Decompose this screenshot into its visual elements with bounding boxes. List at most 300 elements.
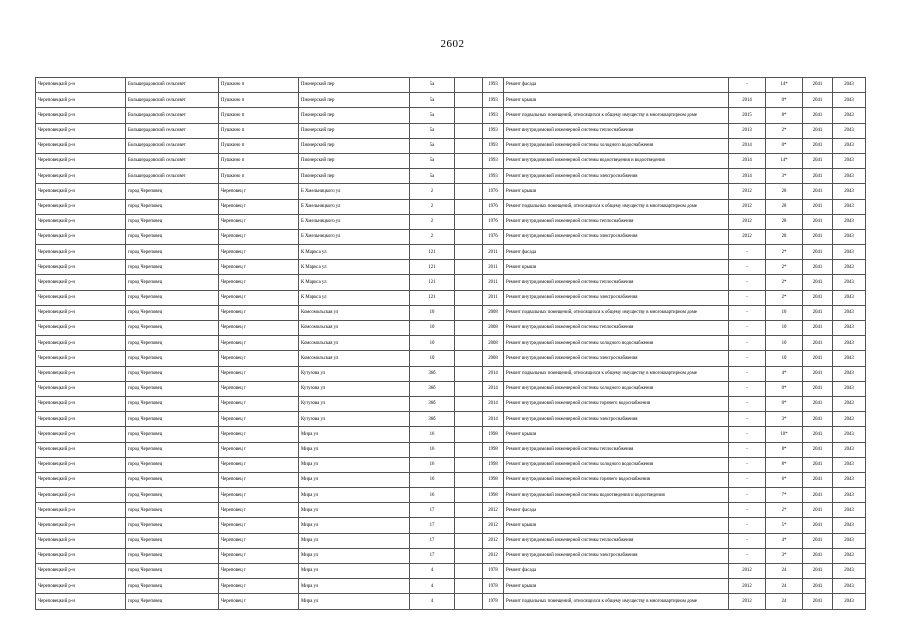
- start-year-cell: 2041: [803, 366, 833, 381]
- district-cell: Череповецкий р-н: [36, 245, 126, 260]
- district-cell: Череповецкий р-н: [36, 396, 126, 411]
- district-cell: Череповецкий р-н: [36, 594, 126, 609]
- wear-cell: 28: [766, 184, 803, 199]
- house-cell: 17: [410, 548, 455, 563]
- year-cell: 1993: [483, 138, 504, 153]
- table-row: [36, 442, 866, 457]
- year-cell: 1976: [483, 184, 504, 199]
- work-type-cell: Ремонт внутридомовой инженерной системы электроснабжения: [504, 351, 729, 366]
- start-year-cell: 2041: [803, 564, 833, 579]
- wear-cell: 2*: [766, 123, 803, 138]
- street-cell: К Маркса ул: [299, 245, 410, 260]
- last-repair-cell: -: [729, 321, 766, 336]
- end-year-cell: 2043: [833, 396, 866, 411]
- work-type-cell: Ремонт подвальных помещений, относящихся к общему имуществу в многоквартирном доме: [504, 366, 729, 381]
- end-year-cell: 2043: [833, 427, 866, 442]
- year-cell: 2011: [483, 275, 504, 290]
- start-year-cell: 2041: [803, 275, 833, 290]
- district-cell: Череповецкий р-н: [36, 138, 126, 153]
- wear-cell: 8*: [766, 457, 803, 472]
- end-year-cell: 2043: [833, 78, 866, 93]
- municipality-cell: город Череповец: [126, 305, 219, 320]
- settlement-cell: Череповец г: [219, 366, 299, 381]
- end-year-cell: 2043: [833, 290, 866, 305]
- wear-cell: 4*: [766, 366, 803, 381]
- street-cell: К Маркса ул: [299, 290, 410, 305]
- work-type-cell: Ремонт внутридомовой инженерной системы теплоснабжения: [504, 123, 729, 138]
- municipality-cell: город Череповец: [126, 594, 219, 609]
- last-repair-cell: -: [729, 518, 766, 533]
- last-repair-cell: 2012: [729, 214, 766, 229]
- start-year-cell: 2041: [803, 321, 833, 336]
- wear-cell: 3*: [766, 548, 803, 563]
- last-repair-cell: 2012: [729, 594, 766, 609]
- district-cell: Череповецкий р-н: [36, 108, 126, 123]
- last-repair-cell: 2012: [729, 199, 766, 214]
- table-row: [36, 366, 866, 381]
- settlement-cell: Череповец г: [219, 472, 299, 487]
- street-cell: Кутузова ул: [299, 396, 410, 411]
- wear-cell: 28: [766, 229, 803, 244]
- year-cell: 2012: [483, 533, 504, 548]
- start-year-cell: 2041: [803, 488, 833, 503]
- work-type-cell: Ремонт внутридомовой инженерной системы горячего водоснабжения: [504, 472, 729, 487]
- street-cell: Пионерский пер: [299, 123, 410, 138]
- year-cell: 1978: [483, 594, 504, 609]
- table-row: [36, 229, 866, 244]
- last-repair-cell: 2014: [729, 169, 766, 184]
- end-year-cell: 2043: [833, 184, 866, 199]
- district-cell: Череповецкий р-н: [36, 214, 126, 229]
- end-year-cell: 2043: [833, 305, 866, 320]
- year-cell: 1976: [483, 199, 504, 214]
- building-cell: [455, 396, 483, 411]
- start-year-cell: 2041: [803, 442, 833, 457]
- building-cell: [455, 321, 483, 336]
- wear-cell: 24: [766, 564, 803, 579]
- house-cell: 10: [410, 336, 455, 351]
- house-cell: 5а: [410, 169, 455, 184]
- year-cell: 2008: [483, 351, 504, 366]
- street-cell: К Маркса ул: [299, 260, 410, 275]
- table-row: [36, 214, 866, 229]
- district-cell: Череповецкий р-н: [36, 366, 126, 381]
- building-cell: [455, 153, 483, 168]
- building-cell: [455, 503, 483, 518]
- settlement-cell: Череповец г: [219, 564, 299, 579]
- start-year-cell: 2041: [803, 169, 833, 184]
- wear-cell: 10: [766, 351, 803, 366]
- year-cell: 1976: [483, 229, 504, 244]
- municipality-cell: город Череповец: [126, 275, 219, 290]
- building-cell: [455, 214, 483, 229]
- start-year-cell: 2041: [803, 199, 833, 214]
- table-row: [36, 503, 866, 518]
- last-repair-cell: -: [729, 336, 766, 351]
- street-cell: Мира ул: [299, 427, 410, 442]
- building-cell: [455, 78, 483, 93]
- building-cell: [455, 412, 483, 427]
- house-cell: 17: [410, 518, 455, 533]
- work-type-cell: Ремонт крыши: [504, 579, 729, 594]
- year-cell: 2014: [483, 412, 504, 427]
- street-cell: Мира ул: [299, 533, 410, 548]
- last-repair-cell: -: [729, 457, 766, 472]
- last-repair-cell: -: [729, 351, 766, 366]
- settlement-cell: Пушкино п: [219, 108, 299, 123]
- last-repair-cell: -: [729, 275, 766, 290]
- building-cell: [455, 336, 483, 351]
- municipality-cell: город Череповец: [126, 442, 219, 457]
- street-cell: Кутузова ул: [299, 412, 410, 427]
- district-cell: Череповецкий р-н: [36, 305, 126, 320]
- year-cell: 1998: [483, 472, 504, 487]
- building-cell: [455, 245, 483, 260]
- district-cell: Череповецкий р-н: [36, 412, 126, 427]
- municipality-cell: город Череповец: [126, 366, 219, 381]
- settlement-cell: Череповец г: [219, 184, 299, 199]
- end-year-cell: 2043: [833, 488, 866, 503]
- municipality-cell: город Череповец: [126, 245, 219, 260]
- building-cell: [455, 275, 483, 290]
- wear-cell: 0*: [766, 93, 803, 108]
- last-repair-cell: 2014: [729, 93, 766, 108]
- year-cell: 1998: [483, 488, 504, 503]
- street-cell: Комсомольская ул: [299, 305, 410, 320]
- table-row: [36, 548, 866, 563]
- municipality-cell: Большерадовский сельсовет: [126, 123, 219, 138]
- district-cell: Череповецкий р-н: [36, 275, 126, 290]
- table-body: [36, 78, 866, 610]
- building-cell: [455, 518, 483, 533]
- wear-cell: 3*: [766, 169, 803, 184]
- settlement-cell: Череповец г: [219, 260, 299, 275]
- end-year-cell: 2043: [833, 366, 866, 381]
- settlement-cell: Череповец г: [219, 412, 299, 427]
- start-year-cell: 2041: [803, 93, 833, 108]
- end-year-cell: 2043: [833, 381, 866, 396]
- table-row: [36, 396, 866, 411]
- end-year-cell: 2043: [833, 153, 866, 168]
- municipality-cell: город Череповец: [126, 579, 219, 594]
- municipality-cell: город Череповец: [126, 336, 219, 351]
- start-year-cell: 2041: [803, 184, 833, 199]
- house-cell: 5а: [410, 108, 455, 123]
- street-cell: Кутузова ул: [299, 366, 410, 381]
- wear-cell: 28: [766, 199, 803, 214]
- house-cell: 16: [410, 488, 455, 503]
- start-year-cell: 2041: [803, 579, 833, 594]
- municipality-cell: Большерадовский сельсовет: [126, 153, 219, 168]
- settlement-cell: Череповец г: [219, 488, 299, 503]
- year-cell: 1993: [483, 153, 504, 168]
- last-repair-cell: -: [729, 548, 766, 563]
- wear-cell: 28: [766, 214, 803, 229]
- table-row: [36, 518, 866, 533]
- start-year-cell: 2041: [803, 594, 833, 609]
- table-row: [36, 594, 866, 609]
- work-type-cell: Ремонт подвальных помещений, относящихся к общему имуществу в многоквартирном доме: [504, 305, 729, 320]
- settlement-cell: Череповец г: [219, 518, 299, 533]
- building-cell: [455, 290, 483, 305]
- district-cell: Череповецкий р-н: [36, 229, 126, 244]
- settlement-cell: Череповец г: [219, 336, 299, 351]
- work-type-cell: Ремонт фасада: [504, 245, 729, 260]
- year-cell: 2011: [483, 290, 504, 305]
- end-year-cell: 2043: [833, 245, 866, 260]
- municipality-cell: город Череповец: [126, 260, 219, 275]
- wear-cell: 0*: [766, 396, 803, 411]
- street-cell: Мира ул: [299, 503, 410, 518]
- settlement-cell: Череповец г: [219, 503, 299, 518]
- year-cell: 1993: [483, 123, 504, 138]
- building-cell: [455, 366, 483, 381]
- work-type-cell: Ремонт внутридомовой инженерной системы теплоснабжения: [504, 275, 729, 290]
- table-row: [36, 245, 866, 260]
- municipality-cell: Большерадовский сельсовет: [126, 169, 219, 184]
- street-cell: Пионерский пер: [299, 153, 410, 168]
- work-type-cell: Ремонт внутридомовой инженерной системы электроснабжения: [504, 169, 729, 184]
- settlement-cell: Пушкино п: [219, 123, 299, 138]
- settlement-cell: Череповец г: [219, 548, 299, 563]
- work-type-cell: Ремонт внутридомовой инженерной системы холодного водоснабжения: [504, 457, 729, 472]
- last-repair-cell: -: [729, 78, 766, 93]
- house-cell: 36б: [410, 366, 455, 381]
- settlement-cell: Череповец г: [219, 594, 299, 609]
- house-cell: 16: [410, 427, 455, 442]
- municipality-cell: город Череповец: [126, 503, 219, 518]
- building-cell: [455, 457, 483, 472]
- work-type-cell: Ремонт подвальных помещений, относящихся к общему имуществу в многоквартирном доме: [504, 108, 729, 123]
- district-cell: Череповецкий р-н: [36, 518, 126, 533]
- house-cell: 5а: [410, 93, 455, 108]
- table-row: [36, 169, 866, 184]
- building-cell: [455, 533, 483, 548]
- table-row: [36, 412, 866, 427]
- house-cell: 16: [410, 472, 455, 487]
- street-cell: Мира ул: [299, 488, 410, 503]
- year-cell: 1976: [483, 214, 504, 229]
- table-row: [36, 290, 866, 305]
- start-year-cell: 2041: [803, 503, 833, 518]
- municipality-cell: город Череповец: [126, 412, 219, 427]
- start-year-cell: 2041: [803, 548, 833, 563]
- work-type-cell: Ремонт подвальных помещений, относящихся к общему имуществу в многоквартирном доме: [504, 594, 729, 609]
- wear-cell: 8*: [766, 108, 803, 123]
- end-year-cell: 2043: [833, 123, 866, 138]
- table-row: [36, 321, 866, 336]
- settlement-cell: Пушкино п: [219, 93, 299, 108]
- start-year-cell: 2041: [803, 427, 833, 442]
- street-cell: Комсомольская ул: [299, 351, 410, 366]
- table-row: [36, 457, 866, 472]
- building-cell: [455, 184, 483, 199]
- table-row: [36, 336, 866, 351]
- house-cell: 5а: [410, 78, 455, 93]
- street-cell: Пионерский пер: [299, 138, 410, 153]
- district-cell: Череповецкий р-н: [36, 472, 126, 487]
- start-year-cell: 2041: [803, 123, 833, 138]
- start-year-cell: 2041: [803, 518, 833, 533]
- start-year-cell: 2041: [803, 472, 833, 487]
- wear-cell: 2*: [766, 245, 803, 260]
- district-cell: Череповецкий р-н: [36, 260, 126, 275]
- table-row: [36, 123, 866, 138]
- settlement-cell: Пушкино п: [219, 138, 299, 153]
- municipality-cell: город Череповец: [126, 199, 219, 214]
- municipality-cell: город Череповец: [126, 457, 219, 472]
- settlement-cell: Пушкино п: [219, 153, 299, 168]
- table-row: [36, 564, 866, 579]
- district-cell: Череповецкий р-н: [36, 564, 126, 579]
- table-row: [36, 260, 866, 275]
- settlement-cell: Череповец г: [219, 381, 299, 396]
- table-row: [36, 351, 866, 366]
- year-cell: 1998: [483, 457, 504, 472]
- street-cell: Б Хмельницкого ул: [299, 184, 410, 199]
- street-cell: Мира ул: [299, 548, 410, 563]
- end-year-cell: 2043: [833, 229, 866, 244]
- year-cell: 2014: [483, 381, 504, 396]
- building-cell: [455, 488, 483, 503]
- settlement-cell: Череповец г: [219, 457, 299, 472]
- district-cell: Череповецкий р-н: [36, 442, 126, 457]
- wear-cell: 2*: [766, 260, 803, 275]
- municipality-cell: город Череповец: [126, 396, 219, 411]
- street-cell: Пионерский пер: [299, 108, 410, 123]
- street-cell: Комсомольская ул: [299, 336, 410, 351]
- end-year-cell: 2043: [833, 351, 866, 366]
- municipality-cell: город Череповец: [126, 214, 219, 229]
- last-repair-cell: 2013: [729, 123, 766, 138]
- work-type-cell: Ремонт внутридомовой инженерной системы теплоснабжения: [504, 533, 729, 548]
- work-type-cell: Ремонт внутридомовой инженерной системы электроснабжения: [504, 290, 729, 305]
- end-year-cell: 2043: [833, 336, 866, 351]
- last-repair-cell: -: [729, 290, 766, 305]
- start-year-cell: 2041: [803, 412, 833, 427]
- building-cell: [455, 427, 483, 442]
- wear-cell: 5*: [766, 518, 803, 533]
- year-cell: 2012: [483, 518, 504, 533]
- start-year-cell: 2041: [803, 533, 833, 548]
- start-year-cell: 2041: [803, 78, 833, 93]
- end-year-cell: 2043: [833, 533, 866, 548]
- building-cell: [455, 305, 483, 320]
- last-repair-cell: -: [729, 472, 766, 487]
- district-cell: Череповецкий р-н: [36, 548, 126, 563]
- year-cell: 1998: [483, 442, 504, 457]
- building-cell: [455, 594, 483, 609]
- work-type-cell: Ремонт внутридомовой инженерной системы водоотведения и водоотведения: [504, 488, 729, 503]
- work-type-cell: Ремонт крыши: [504, 93, 729, 108]
- table-row: [36, 305, 866, 320]
- work-type-cell: Ремонт внутридомовой инженерной системы теплоснабжения: [504, 442, 729, 457]
- year-cell: 2008: [483, 321, 504, 336]
- wear-cell: 2*: [766, 290, 803, 305]
- municipality-cell: город Череповец: [126, 548, 219, 563]
- house-cell: 4: [410, 579, 455, 594]
- wear-cell: 6*: [766, 472, 803, 487]
- last-repair-cell: -: [729, 305, 766, 320]
- last-repair-cell: -: [729, 381, 766, 396]
- settlement-cell: Череповец г: [219, 229, 299, 244]
- year-cell: 1993: [483, 78, 504, 93]
- municipality-cell: город Череповец: [126, 229, 219, 244]
- end-year-cell: 2043: [833, 579, 866, 594]
- start-year-cell: 2041: [803, 153, 833, 168]
- settlement-cell: Пушкино п: [219, 78, 299, 93]
- district-cell: Череповецкий р-н: [36, 290, 126, 305]
- district-cell: Череповецкий р-н: [36, 579, 126, 594]
- end-year-cell: 2043: [833, 472, 866, 487]
- street-cell: Б Хмельницкого ул: [299, 229, 410, 244]
- settlement-cell: Череповец г: [219, 290, 299, 305]
- wear-cell: 24: [766, 594, 803, 609]
- settlement-cell: Череповец г: [219, 579, 299, 594]
- municipality-cell: Большерадовский сельсовет: [126, 138, 219, 153]
- district-cell: Череповецкий р-н: [36, 184, 126, 199]
- last-repair-cell: -: [729, 442, 766, 457]
- house-cell: 10: [410, 305, 455, 320]
- settlement-cell: Пушкино п: [219, 169, 299, 184]
- street-cell: Мира ул: [299, 564, 410, 579]
- settlement-cell: Череповец г: [219, 275, 299, 290]
- house-cell: 5а: [410, 153, 455, 168]
- district-cell: Череповецкий р-н: [36, 169, 126, 184]
- building-cell: [455, 123, 483, 138]
- end-year-cell: 2043: [833, 169, 866, 184]
- house-cell: 121: [410, 275, 455, 290]
- street-cell: К Маркса ул: [299, 275, 410, 290]
- municipality-cell: город Череповец: [126, 564, 219, 579]
- last-repair-cell: 2014: [729, 138, 766, 153]
- municipality-cell: город Череповец: [126, 488, 219, 503]
- municipality-cell: город Череповец: [126, 321, 219, 336]
- end-year-cell: 2043: [833, 93, 866, 108]
- house-cell: 2: [410, 229, 455, 244]
- start-year-cell: 2041: [803, 108, 833, 123]
- work-type-cell: Ремонт внутридомовой инженерной системы теплоснабжения: [504, 321, 729, 336]
- building-cell: [455, 472, 483, 487]
- building-cell: [455, 169, 483, 184]
- end-year-cell: 2043: [833, 260, 866, 275]
- year-cell: 1993: [483, 108, 504, 123]
- building-cell: [455, 199, 483, 214]
- building-cell: [455, 564, 483, 579]
- last-repair-cell: 2012: [729, 184, 766, 199]
- work-type-cell: Ремонт внутридомовой инженерной системы холодного водоснабжения: [504, 336, 729, 351]
- district-cell: Череповецкий р-н: [36, 321, 126, 336]
- street-cell: Мира ул: [299, 579, 410, 594]
- table-row: [36, 184, 866, 199]
- end-year-cell: 2043: [833, 275, 866, 290]
- street-cell: Мира ул: [299, 442, 410, 457]
- district-cell: Череповецкий р-н: [36, 199, 126, 214]
- house-cell: 121: [410, 260, 455, 275]
- house-cell: 2: [410, 199, 455, 214]
- start-year-cell: 2041: [803, 351, 833, 366]
- last-repair-cell: -: [729, 488, 766, 503]
- building-cell: [455, 442, 483, 457]
- wear-cell: 10*: [766, 427, 803, 442]
- house-cell: 17: [410, 533, 455, 548]
- wear-cell: 0*: [766, 381, 803, 396]
- year-cell: 2011: [483, 245, 504, 260]
- house-cell: 10: [410, 351, 455, 366]
- start-year-cell: 2041: [803, 336, 833, 351]
- district-cell: Череповецкий р-н: [36, 351, 126, 366]
- start-year-cell: 2041: [803, 305, 833, 320]
